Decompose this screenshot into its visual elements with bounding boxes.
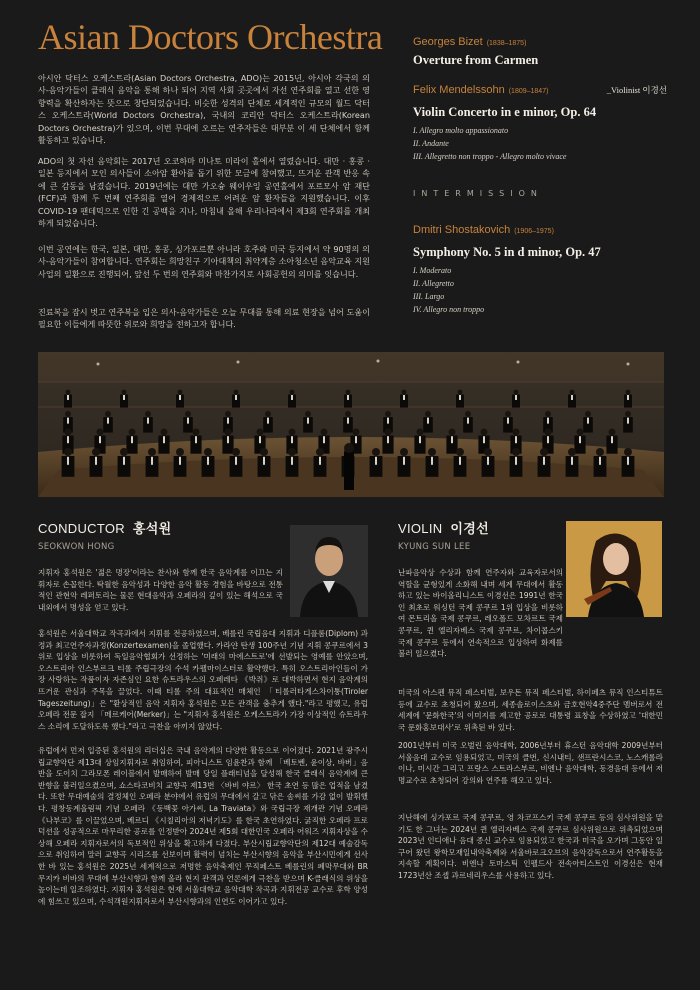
movement: IV. Allegro non troppo xyxy=(413,305,485,314)
violinist-portrait xyxy=(566,521,662,617)
concert-program xyxy=(413,36,673,316)
conductor-bio-paragraph: 지휘자 홍석원은 '젊은 명장'이라는 찬사와 함께 한국 음악계를 이끄는 지휘자로 손꼽힌다. 탁월한 음악성과 다양한 음악 활동 경험을 바탕으로 전통적인 관현악 레퍼토리는 물론 현대음악과 오페라의 깊이 있는 해석으로 국내외에서 명성을 얻고 있다. xyxy=(38,568,283,612)
page-title: Asian Doctors Orchestra xyxy=(38,17,383,57)
movement: II. Allegretto xyxy=(413,279,454,288)
movement: II. Andante xyxy=(413,139,449,148)
conductor-bio-paragraph: 홍석원은 서울대학교 작곡과에서 지휘를 전공하였으며, 베를린 국립음대 지휘과 디플롬(Diplom) 과정과 최고연주자과정(Konzertexamen)을 졸업했다. 카라얀 탄생 100주년 기념 지휘 콩쿠르에서 3위로 입상을 비롯하여 독일음악협회가 선정하는 '미래의 마에스트로'에 선발되는 영예를 안았으며, 오스트리아 인스부르크 티롤 주립극장의 수석 카펠마이스터로 활약했다. 특히 오스트리아인들이 가장 사랑하는 작품이자 자존심인 요한 슈트라우스의 오페레타 《박쥐》로 대박하면서 현지 음악계의 뜨거운 관심과 주목을 끌었다. 이때 티롤 주의 대표적인 매체인 「티롤러타게스차이퉁(Tiroler Tageszeitung)」은 "환상적인 음악 지휘자 홍석원은 모든 관객을 춤추게 했다."라고 평했고, 유럽 오페라 전문 잡지 「메르케어(Merker)」는 "지휘자 홍석원은 오케스트라가 가장 이상적인 슈트라우스 소리에 도달하도록 했다."라고 극찬을 아끼지 않았다. xyxy=(38,629,368,731)
movement: III. Allegretto non troppo - Allegro molto vivace xyxy=(413,152,567,161)
intro-paragraph: ADO의 첫 자선 음악회는 2017년 오코하마 미나토 미라이 홀에서 열렸습니다. 대만 · 홍콩 · 일본 등지에서 모인 의사들이 소아암 환아를 돕기 위한 모금에 참여했고, 뜨거운 관객 반응 속에 큰 감동을 남겼습니다. 2019년에는 대만 가오슝 웨이우잉 공연홀에서 포르모사 암 재단(FCF)과 함께 두 번째 연주회를 열어 경제적으로 어려운 암 환자들을 지원했습니다. 이후 COVID-19 팬데믹으로 인한 긴 공백을 지나, 마침내 올해 우리나라에서 제3회 연주회를 개최하게 되었습니다. xyxy=(38,156,370,229)
conductor-portrait xyxy=(290,525,368,617)
violinist-bio-paragraph: 지난해에 싱가포르 국제 콩쿠르, 영 차코프스키 국제 콩쿠르 등의 심사위원을 맡기도 한 그녀는 2024년 퀸 엘리자베스 국제 콩쿠르 심사위원으로 위촉되었으며 2023년 인디애나 음대 종신 교수로 임용되었고 한국과 미국을 오가며 그동안 일구어 왔던 왕학모재일내악축제와 서울바로크오브의 음악감독으로서 연주활동을 지속할 계획이다. 비엔나 토마스틱 인펠드사 전속아티스트인 이경선은 현재 1723년산 조셉 과르네리우스를 사용하고 있다. xyxy=(398,813,663,880)
soloist-credit: _Violinist 이경선 xyxy=(606,85,667,95)
intro-paragraph: 아시안 닥터스 오케스트라(Asian Doctors Orchestra, ADO)는 2015년, 아시아 각국의 의사-음악가들이 클래식 음악을 통해 하나 되어 지역 사회 곳곳에서 자선 연주회를 열고 선한 영향력을 확산하자는 뜻으로 창단되었습니다. 비슷한 성격의 단체로 세계적인 규모의 월드 닥터스 오케스트라(World Doctors Orchestra), 국내의 코리안 닥터스 오케스트라(Korean Doctors Orchestra)가 있으며, 이번 무대에 오르는 연주자들은 대부분 이 세 단체에서 함께 활동하고 있습니다. xyxy=(38,73,370,146)
movement: III. Largo xyxy=(413,292,445,301)
intro-paragraph: 이번 공연에는 한국, 일본, 대만, 홍콩, 싱가포르뿐 아니라 호주와 미국 등지에서 약 90명의 의사-음악가들이 참여합니다. 연주회는 희망친구 기아대책의 취약계층 소아청소년 음악교육 지원사업의 일환으로 진행되어, 앞선 두 번의 연주회와 마찬가지로 사회공헌의 의미를 잇습니다. xyxy=(38,244,370,279)
conductor-name-en: SEOKWON HONG xyxy=(38,542,115,552)
movement: I. Moderato xyxy=(413,266,452,275)
violinist-name-en: KYUNG SUN LEE xyxy=(398,542,471,552)
orchestra-photo-illustration xyxy=(38,352,664,497)
composer-name: Georges Bizet (1838–1875) xyxy=(413,36,527,48)
composer-name: Dmitri Shostakovich (1906–1975) xyxy=(413,224,554,236)
movement: I. Allegro molto appassionato xyxy=(413,126,509,135)
conductor-heading: CONDUCTOR 홍석원 xyxy=(38,521,172,536)
conductor-bio-paragraph: 유럽에서 먼저 입증된 홍석원의 리더십은 국내 음악계의 다양한 활동으로 이어졌다. 2021년 광주시립교향악단 제13대 상임지휘자로 취임하여, 피아니스트 임윤찬과 함께 「베토벤, 윤이상, 바버」음반을 도이치 그라모폰 레이블에서 발매하여 발매 당일 플래티넘을 달성해 한국 클래식 음악계에 큰 반향을 불러일으켰으며, 쇼스타코비치 교향곡 제13번 〈바비 야르〉 한국 초연 등 많은 업적을 남겼다. 또한 무대예술의 결정체인 오페라 분야에서 유럽의 무대에서 갈고 닦은 솜씨를 가감 없이 발휘했다. 평창동계올림픽 기념 오페라 《동백꽃 아가씨, La Traviata》와 국립극장 재개관 기념 오페라 《나부코》를 이끌었으며, 베르디 《시칠리아의 저녁기도》를 한국 초연하였다. 굵직한 오페라 프로덕션을 성공적으로 마무리한 공로를 인정받아 2024년 제5회 대한민국 오페라 어워즈 지휘자상을 수상해 오페라 지휘자로서의 독보적인 위상을 확고하게 다졌다. 부산시립교향악단의 제12대 예술감독으로 취임하여 말러 교향곡 시리즈를 선보이며 활력이 넘치는 부산시향의 음악을 부산시민에게 선사한 바 있는 홍석원은 2025년 세계적으로 저명한 음악축제인 무직페스트 베를린의 폐막무대와 BR 무지카 비바의 무대에 부산시향과 함께 올라 현지 관객과 언론에게 극찬을 받으며 K-클래식의 위상을 높이는데 일조하였다. 지휘자 홍석원은 현재 서울대학교 음악대학 작곡과 지휘전공 교수로 후학 양성에 힘쓰고 있으며, 수석객원지휘자로서 부산시향과의 인연도 이어가고 있다. xyxy=(38,746,368,906)
orchestra-photo xyxy=(38,352,664,497)
composer-name: Felix Mendelssohn (1809–1847) xyxy=(413,84,549,96)
intermission-label: INTERMISSION xyxy=(413,189,543,198)
violinist-bio-paragraph: 미국의 아스펜 뮤직 페스티벌, 보우돈 뮤직 페스티벌, 하이페츠 뮤직 인스티튜트 등에 교수로 초청되어 왔으며, 세종솔로이스츠와 금호현악4중주단 멤버로서 전 세계에 '문화한국'의 이미지를 제고한 공로로 대통령 표창을 수상하였고 '대한민국 문화홍보대사'로 위촉된 바 있다. xyxy=(398,688,663,732)
work-title: Overture from Carmen xyxy=(413,53,539,67)
intro-paragraph: 진료복을 잠시 벗고 연주복을 입은 의사-음악가들은 오늘 무대를 통해 의료 현장을 넘어 도움이 필요한 이들에게 따뜻한 위로와 희망을 전하고자 합니다. xyxy=(38,307,370,330)
violinist-bio-paragraph: 난파음악상 수상과 함께 연주자와 교육자로서의 역할을 균형있게 소화해 내며 세계 무대에서 활동하고 있는 바이올리니스트 이경선은 1991년 한국인 최초로 워싱턴 국제 콩쿠르 1위 입상을 비롯하여 몬트리올 국제 콩쿠르, 레오폴드 모차르트 국제 콩쿠르, 퀸 엘리자베스 국제 콩쿠르, 차이콥스키 국제 콩쿠르 등에서 연속적으로 입상하여 화제를 불러 일으켰다. xyxy=(398,568,563,659)
work-title: Symphony No. 5 in d minor, Op. 47 xyxy=(413,245,601,259)
violinist-heading: VIOLIN 이경선 xyxy=(398,521,489,536)
violinist-bio-paragraph: 2001년부터 미국 오벌린 음악대학, 2006년부터 휴스턴 음악대학 2009년부터 서울음대 교수로 임용되었고, 미국의 클번, 신시내티, 샌프란시스코, 노스캐롤라이나, 미시간 그리고 프랑스 스트라스부르, 비엔나 음악대학, 동경음대 등에서 저명교수로 초청되어 강의와 연주를 해오고 있다. xyxy=(398,741,663,785)
work-title: Violin Concerto in e minor, Op. 64 xyxy=(413,105,597,119)
